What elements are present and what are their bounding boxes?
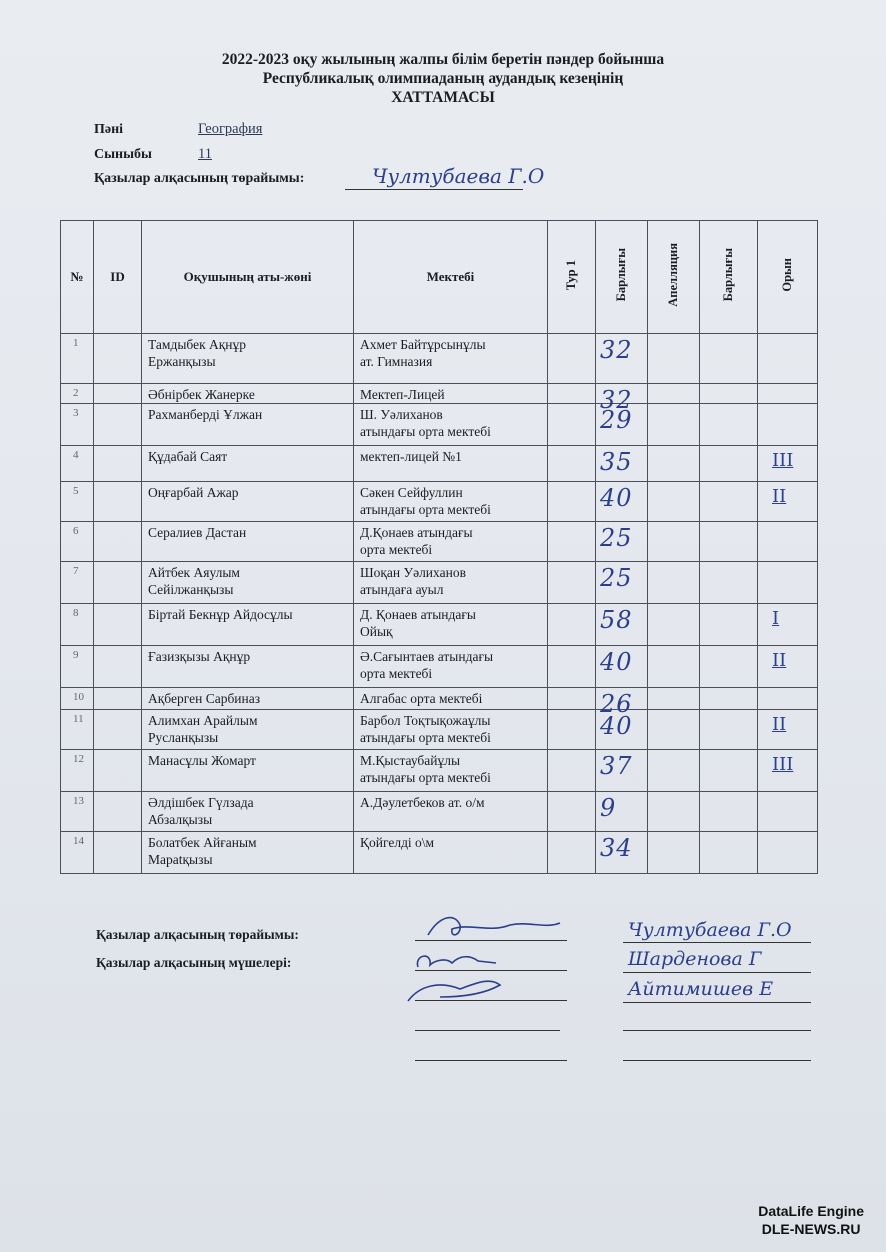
table-row	[61, 404, 818, 446]
total-score	[596, 604, 648, 646]
total2-cell	[700, 562, 758, 604]
title-line-3: ХАТТАМАСЫ	[391, 89, 495, 106]
signature-line	[415, 1030, 560, 1031]
school-name	[354, 522, 548, 562]
student-name	[142, 522, 354, 562]
tour1-score	[548, 562, 596, 604]
tour1-score	[548, 482, 596, 522]
row-id	[94, 522, 142, 562]
grade-value: 11	[198, 146, 212, 162]
student-name	[142, 482, 354, 522]
school-name	[354, 482, 548, 522]
tour1-score	[548, 750, 596, 792]
table-row	[61, 562, 818, 604]
row-id	[94, 604, 142, 646]
student-name-line-1: Айтбек Аяулым	[148, 565, 240, 580]
student-name-line-1: Болатбек Айғаным	[148, 835, 257, 850]
row-number: 1	[61, 334, 94, 384]
student-name	[142, 792, 354, 832]
row-id	[94, 562, 142, 604]
place-cell	[758, 404, 818, 446]
school-name-line-2: ат. Гимназия	[360, 354, 433, 369]
row-id	[94, 384, 142, 404]
appeal-cell	[648, 604, 700, 646]
header-tour1-text: Тур 1	[564, 259, 578, 291]
school-name	[354, 404, 548, 446]
name-line	[623, 1060, 811, 1061]
school-name	[354, 446, 548, 482]
subject-label: Пәні	[94, 122, 124, 137]
student-name-line-1: Рахманберді Ұлжан	[148, 407, 263, 422]
place-cell	[758, 792, 818, 832]
table-row	[61, 334, 818, 384]
row-number: 5	[61, 482, 94, 522]
total-score-value: 9	[600, 794, 617, 822]
student-name	[142, 710, 354, 750]
row-id	[94, 750, 142, 792]
row-number: 2	[61, 384, 94, 404]
name-line	[623, 942, 811, 943]
school-name-line-1: Қойгелді о\м	[360, 835, 435, 850]
place-cell	[758, 750, 818, 792]
student-name-line-1: Алимхан Арайлым	[148, 713, 258, 728]
total2-cell	[700, 750, 758, 792]
student-name-line-1: Ғазизқызы Ақнұр	[148, 649, 251, 664]
appeal-cell	[648, 646, 700, 688]
row-number: 7	[61, 562, 94, 604]
tour1-score	[548, 446, 596, 482]
table-row	[61, 832, 818, 874]
place-value: II	[772, 714, 787, 735]
school-name	[354, 688, 548, 710]
header-appeal	[648, 221, 700, 334]
handwritten-signatures	[400, 905, 575, 1015]
watermark-line-2: DLE-NEWS.RU	[761, 1221, 861, 1237]
student-name-line-1: Тамдыбек Ақнұр	[148, 337, 247, 352]
total2-cell	[700, 384, 758, 404]
appeal-cell	[648, 482, 700, 522]
total2-cell	[700, 482, 758, 522]
signature-name-3: Айтимишев Е	[628, 978, 774, 1000]
school-name-line-2: атындағы орта мектебі	[360, 424, 491, 439]
total-score-value: 29	[600, 406, 633, 434]
total2-cell	[700, 710, 758, 750]
student-name	[142, 334, 354, 384]
row-number: 13	[61, 792, 94, 832]
header-school: Мектебі	[354, 221, 548, 334]
total2-cell	[700, 404, 758, 446]
row-id	[94, 710, 142, 750]
signature-name-2: Шарденова Г	[628, 948, 762, 970]
watermark-line-1: DataLife Engine	[758, 1203, 864, 1219]
school-name-line-1: Ш. Уәлиханов	[360, 407, 443, 422]
school-name-line-1: Д. Қонаев атындағы	[360, 607, 476, 622]
chair-handwritten-name: Чултубаева Г.О	[372, 164, 545, 188]
total2-cell	[700, 688, 758, 710]
student-name-line-1: Ақберген Сарбиназ	[148, 691, 261, 706]
header-no: №	[61, 221, 94, 334]
row-number: 4	[61, 446, 94, 482]
total-score	[596, 646, 648, 688]
grade-label: Сыныбы	[94, 147, 152, 162]
school-name	[354, 562, 548, 604]
student-name	[142, 562, 354, 604]
student-name-line-1: Манасұлы Жомарт	[148, 753, 256, 768]
table-row	[61, 710, 818, 750]
table-row	[61, 792, 818, 832]
school-name	[354, 604, 548, 646]
place-cell	[758, 710, 818, 750]
header-id: ID	[94, 221, 142, 334]
table-row	[61, 688, 818, 710]
place-value: II	[772, 650, 787, 671]
school-name	[354, 832, 548, 874]
row-id	[94, 446, 142, 482]
total-score	[596, 384, 648, 414]
school-name-line-1: А.Дәулетбеков ат. о/м	[360, 795, 485, 810]
student-name-line-1: Біртай Бекнұр Айдосұлы	[148, 607, 293, 622]
total-score	[596, 750, 648, 792]
place-cell	[758, 688, 818, 710]
school-name-line-1: Мектеп-Лицей	[360, 387, 445, 402]
school-name	[354, 750, 548, 792]
subject-value: География	[198, 121, 263, 137]
student-name-line-2: Мараtқызы	[148, 852, 213, 867]
school-name-line-1: М.Қыстаубайұлы	[360, 753, 461, 768]
name-line	[623, 1002, 811, 1003]
row-id	[94, 482, 142, 522]
school-name-line-1: Д.Қонаев атындағы	[360, 525, 473, 540]
total-score-value: 40	[600, 648, 633, 676]
place-cell	[758, 522, 818, 562]
table-header-row	[61, 221, 818, 334]
place-cell	[758, 832, 818, 874]
title-line-1: 2022-2023 оқу жылының жалпы білім беретін пәндер бойынша	[221, 51, 665, 68]
appeal-cell	[648, 404, 700, 446]
place-cell	[758, 482, 818, 522]
total-score-value: 34	[600, 834, 633, 862]
appeal-cell	[648, 384, 700, 404]
school-name-line-1: Сәкен Сейфуллин	[360, 485, 463, 500]
row-number: 10	[61, 688, 94, 710]
total-score-value: 32	[600, 386, 633, 414]
school-name-line-1: мектеп-лицей №1	[360, 449, 462, 464]
results-table	[60, 220, 818, 874]
appeal-cell	[648, 750, 700, 792]
name-line	[623, 1030, 811, 1031]
tour1-score	[548, 710, 596, 750]
table-row	[61, 482, 818, 522]
school-name-line-2: орта мектебі	[360, 542, 433, 557]
student-name-line-2: Абзалқызы	[148, 812, 213, 827]
signature-line	[415, 1060, 567, 1061]
total-score	[596, 562, 648, 604]
header-total2	[700, 221, 758, 334]
school-name	[354, 384, 548, 404]
total-score-value: 32	[600, 336, 633, 364]
row-id	[94, 334, 142, 384]
school-name-line-2: атындағы орта мектебі	[360, 770, 491, 785]
row-number: 6	[61, 522, 94, 562]
total-score-value: 37	[600, 752, 633, 780]
student-name	[142, 446, 354, 482]
title-line-2: Республикалық олимпиаданың аудандық кезеңінің	[262, 70, 624, 87]
place-cell	[758, 384, 818, 404]
row-number: 11	[61, 710, 94, 750]
table-row	[61, 384, 818, 404]
total2-cell	[700, 646, 758, 688]
school-name	[354, 646, 548, 688]
school-name	[354, 792, 548, 832]
header-appeal-text: Апелляция	[666, 243, 680, 307]
place-cell	[758, 446, 818, 482]
document-title	[0, 50, 886, 107]
total-score	[596, 404, 648, 446]
place-cell	[758, 604, 818, 646]
appeal-cell	[648, 792, 700, 832]
student-name	[142, 688, 354, 710]
total-score	[596, 792, 648, 832]
total-score-value: 35	[600, 448, 633, 476]
appeal-cell	[648, 562, 700, 604]
school-name-line-2: орта мектебі	[360, 666, 433, 681]
signature-members-label: Қазылар алқасының мүшелері:	[96, 955, 292, 970]
student-name-line-1: Әлдішбек Гүлзада	[148, 795, 254, 810]
school-name-line-2: атындаға ауыл	[360, 582, 444, 597]
total-score-value: 58	[600, 606, 633, 634]
place-value: III	[772, 450, 794, 471]
row-id	[94, 404, 142, 446]
total-score	[596, 710, 648, 750]
total2-cell	[700, 334, 758, 384]
place-value: II	[772, 486, 787, 507]
place-value: III	[772, 754, 794, 775]
signature-chair-label: Қазылар алқасының төрайымы:	[96, 927, 299, 942]
header-total1	[596, 221, 648, 334]
student-name	[142, 384, 354, 404]
watermark	[758, 1202, 864, 1238]
school-name-line-2: атындағы орта мектебі	[360, 502, 491, 517]
place-cell	[758, 646, 818, 688]
total2-cell	[700, 792, 758, 832]
header-tour1	[548, 221, 596, 334]
header-total1-text: Барлығы	[614, 248, 628, 302]
table-row	[61, 750, 818, 792]
school-name-line-2: Ойық	[360, 624, 393, 639]
school-name-line-1: Алгабас орта мектебі	[360, 691, 483, 706]
student-name-line-2: Русланқызы	[148, 730, 219, 745]
school-name-line-2: атындағы орта мектебі	[360, 730, 491, 745]
appeal-cell	[648, 446, 700, 482]
student-name-line-2: Ержанқызы	[148, 354, 216, 369]
student-name-line-2: Сейілжанқызы	[148, 582, 234, 597]
student-name	[142, 832, 354, 874]
row-number: 12	[61, 750, 94, 792]
appeal-cell	[648, 832, 700, 874]
appeal-cell	[648, 334, 700, 384]
table-row	[61, 604, 818, 646]
total-score-value: 40	[600, 484, 633, 512]
name-line	[623, 972, 811, 973]
chair-label: Қазылар алқасының төрайымы:	[94, 171, 305, 186]
student-name	[142, 404, 354, 446]
total-score	[596, 482, 648, 522]
tour1-score	[548, 384, 596, 404]
total-score	[596, 446, 648, 482]
appeal-cell	[648, 522, 700, 562]
school-name	[354, 334, 548, 384]
total-score	[596, 334, 648, 384]
total2-cell	[700, 522, 758, 562]
tour1-score	[548, 646, 596, 688]
total-score	[596, 688, 648, 718]
school-name-line-1: Барбол Тоқтықожаұлы	[360, 713, 491, 728]
total2-cell	[700, 832, 758, 874]
place-cell	[758, 334, 818, 384]
row-number: 9	[61, 646, 94, 688]
student-name	[142, 604, 354, 646]
table-row	[61, 646, 818, 688]
place-cell	[758, 562, 818, 604]
tour1-score	[548, 688, 596, 710]
tour1-score	[548, 832, 596, 874]
table-row	[61, 446, 818, 482]
row-number: 8	[61, 604, 94, 646]
row-number: 14	[61, 832, 94, 874]
school-name-line-1: Шоқан Уәлиханов	[360, 565, 466, 580]
header-place-text: Орын	[780, 258, 794, 292]
tour1-score	[548, 404, 596, 446]
signature-name-1: Чултубаева Г.О	[628, 919, 792, 941]
total-score-value: 26	[600, 690, 633, 718]
student-name-line-1: Оңғарбай Ажар	[148, 485, 239, 500]
header-total2-text: Барлығы	[721, 248, 735, 302]
total2-cell	[700, 604, 758, 646]
appeal-cell	[648, 710, 700, 750]
tour1-score	[548, 604, 596, 646]
total-score-value: 25	[600, 524, 633, 552]
appeal-cell	[648, 688, 700, 710]
chair-underline	[345, 189, 523, 190]
row-number: 3	[61, 404, 94, 446]
table-row	[61, 522, 818, 562]
row-id	[94, 832, 142, 874]
tour1-score	[548, 792, 596, 832]
total-score-value: 40	[600, 712, 633, 740]
school-name-line-1: Ахмет Байтұрсынұлы	[360, 337, 486, 352]
student-name-line-1: Құдабай Саят	[148, 449, 228, 464]
header-place	[758, 221, 818, 334]
place-value: I	[772, 608, 780, 629]
student-name	[142, 646, 354, 688]
student-name	[142, 750, 354, 792]
header-name: Оқушының аты-жөні	[142, 221, 354, 334]
school-name	[354, 710, 548, 750]
tour1-score	[548, 334, 596, 384]
row-id	[94, 646, 142, 688]
school-name-line-1: Ә.Сағынтаев атындағы	[360, 649, 494, 664]
tour1-score	[548, 522, 596, 562]
row-id	[94, 792, 142, 832]
total-score-value: 25	[600, 564, 633, 592]
student-name-line-1: Сералиев Дастан	[148, 525, 247, 540]
total2-cell	[700, 446, 758, 482]
total-score	[596, 832, 648, 874]
row-id	[94, 688, 142, 710]
student-name-line-1: Әбнірбек Жанерке	[148, 387, 255, 402]
total-score	[596, 522, 648, 562]
